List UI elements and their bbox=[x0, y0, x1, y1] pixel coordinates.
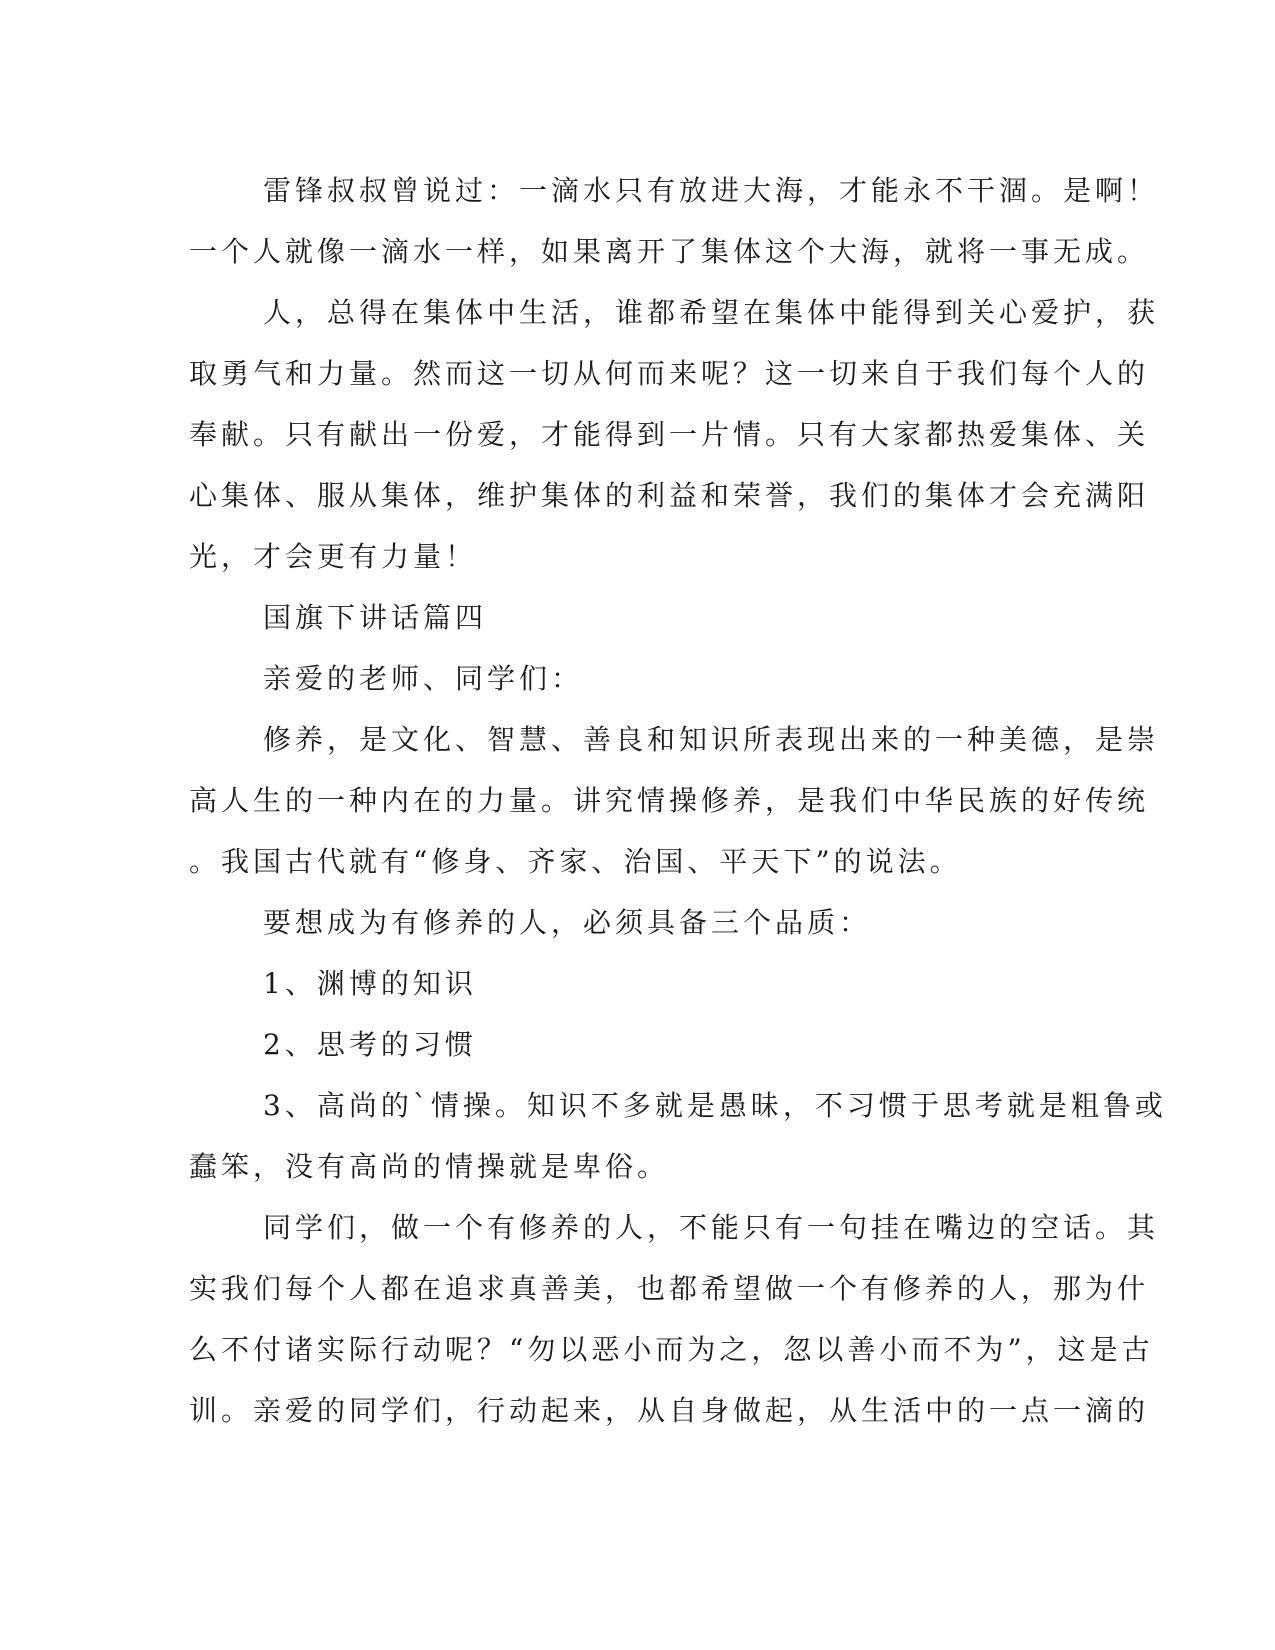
text-line: 1、渊博的知识 bbox=[263, 967, 477, 1000]
text-line: 心集体、服从集体，维护集体的利益和荣誉，我们的集体才会充满阳 bbox=[189, 479, 1150, 512]
text-line: 雷锋叔叔曾说过：一滴水只有放进大海，才能永不干涸。是啊！ bbox=[263, 174, 1160, 207]
text-line: 实我们每个人都在追求真善美，也都希望做一个有修养的人，那为什 bbox=[189, 1272, 1150, 1305]
text-line: 修养，是文化、智慧、善良和知识所表现出来的一种美德，是崇 bbox=[263, 723, 1160, 756]
text-line: 高人生的一种内在的力量。讲究情操修养，是我们中华民族的好传统 bbox=[189, 784, 1150, 817]
text-line: 奉献。只有献出一份爱，才能得到一片情。只有大家都热爱集体、关 bbox=[189, 418, 1150, 451]
text-line: 3、高尚的`情操。知识不多就是愚昧，不习惯于思考就是粗鲁或 bbox=[263, 1089, 1167, 1122]
text-line: 国旗下讲话篇四 bbox=[263, 601, 488, 634]
text-line: 同学们，做一个有修养的人，不能只有一句挂在嘴边的空话。其 bbox=[263, 1211, 1160, 1244]
text-line: 亲爱的老师、同学们： bbox=[263, 662, 584, 695]
text-line: 么不付诸实际行动呢？“勿以恶小而为之，忽以善小而不为”，这是古 bbox=[189, 1333, 1154, 1366]
text-line: 人，总得在集体中生活，谁都希望在集体中能得到关心爱护，获 bbox=[263, 296, 1160, 329]
text-line: 。我国古代就有“修身、齐家、治国、平天下”的说法。 bbox=[189, 845, 962, 878]
document-body bbox=[189, 160, 1167, 1441]
text-line: 取勇气和力量。然而这一切从何而来呢？这一切来自于我们每个人的 bbox=[189, 357, 1150, 390]
text-line: 训。亲爱的同学们，行动起来，从自身做起，从生活中的一点一滴的 bbox=[189, 1394, 1150, 1427]
text-line: 一个人就像一滴水一样，如果离开了集体这个大海，就将一事无成。 bbox=[189, 235, 1150, 268]
text-line: 要想成为有修养的人，必须具备三个品质： bbox=[263, 906, 872, 939]
text-line: 光，才会更有力量！ bbox=[189, 540, 478, 573]
text-line: 蠢笨，没有高尚的情操就是卑俗。 bbox=[189, 1150, 670, 1183]
text-line: 2、思考的习惯 bbox=[263, 1028, 477, 1061]
